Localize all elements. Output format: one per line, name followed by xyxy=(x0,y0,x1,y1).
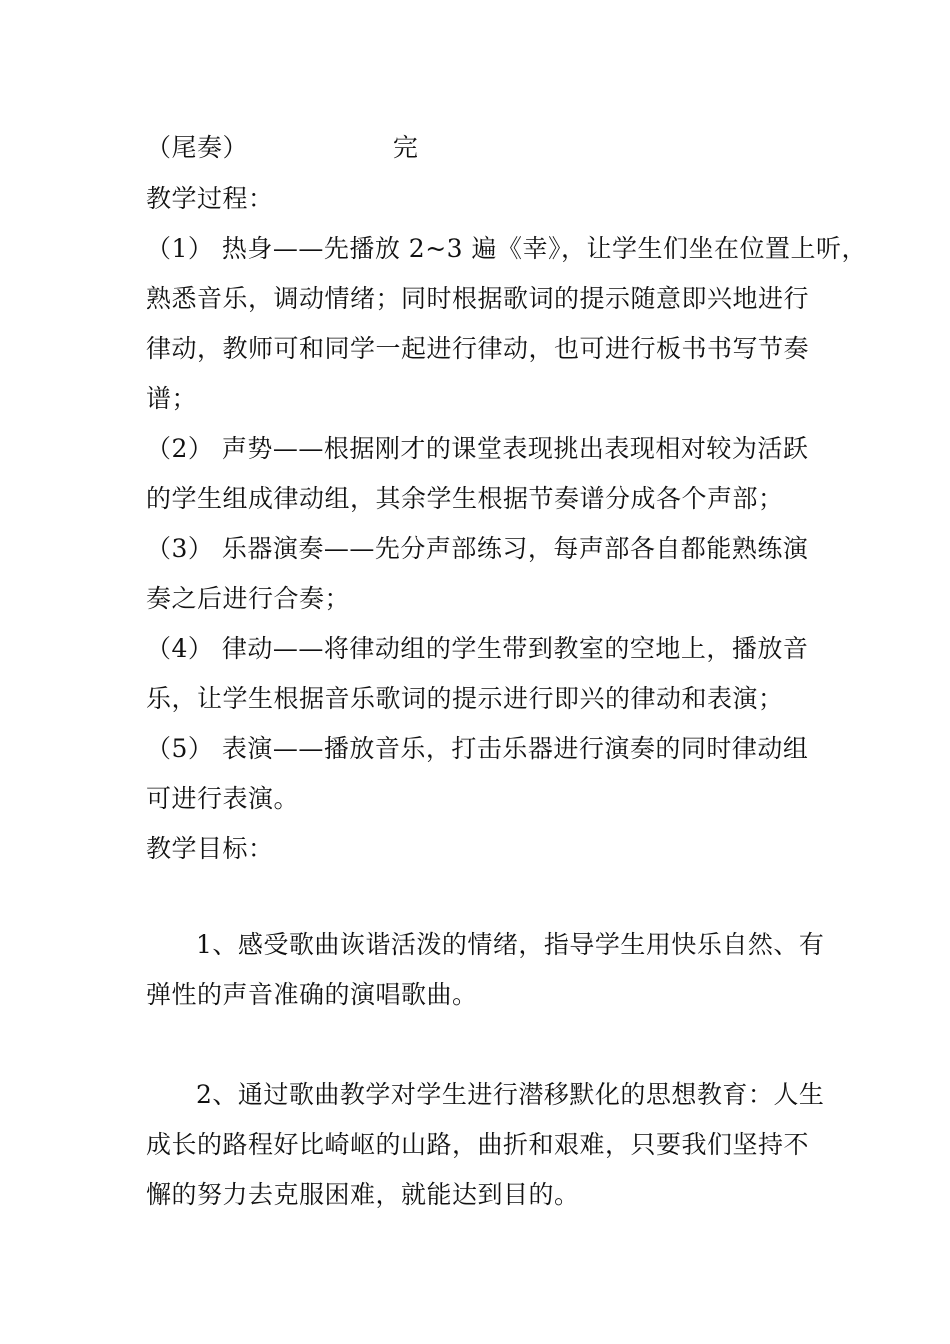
process-line: （3） 乐器演奏——先分声部练习，每声部各自都能熟练演 xyxy=(146,534,809,563)
process-line: （5） 表演——播放音乐，打击乐器进行演奏的同时律动组 xyxy=(146,734,809,763)
process-line: 谱； xyxy=(146,384,198,413)
goal-1-line: 1、感受歌曲诙谐活泼的情绪，指导学生用快乐自然、有 xyxy=(196,930,825,959)
goal-2-line: 2、通过歌曲教学对学生进行潜移默化的思想教育：人生 xyxy=(196,1080,825,1109)
goal-2-line: 成长的路程好比崎岖的山路，曲折和艰难，只要我们坚持不 xyxy=(146,1130,810,1159)
process-heading: 教学过程： xyxy=(146,184,274,213)
outro-label: （尾奏） xyxy=(146,133,249,162)
process-line: 乐，让学生根据音乐歌词的提示进行即兴的律动和表演； xyxy=(146,684,784,713)
outro-end: 完 xyxy=(392,133,419,162)
goal-1-line: 弹性的声音准确的演唱歌曲。 xyxy=(146,980,478,1009)
goal-2-line: 懈的努力去克服困难，就能达到目的。 xyxy=(146,1180,580,1209)
process-line: （4） 律动——将律动组的学生带到教室的空地上，播放音 xyxy=(146,634,809,663)
process-line: 熟悉音乐，调动情绪；同时根据歌词的提示随意即兴地进行 xyxy=(146,284,810,313)
process-line: （1） 热身——先播放 2~3 遍《幸》，让学生们坐在位置上听， xyxy=(146,234,868,263)
process-line: 律动，教师可和同学一起进行律动，也可进行板书书写节奏 xyxy=(146,334,810,363)
outro-line xyxy=(146,133,816,163)
process-line: 的学生组成律动组，其余学生根据节奏谱分成各个声部； xyxy=(146,484,784,513)
process-line: （2） 声势——根据刚才的课堂表现挑出表现相对较为活跃 xyxy=(146,434,809,463)
process-line: 奏之后进行合奏； xyxy=(146,584,351,613)
process-line: 可进行表演。 xyxy=(146,784,300,813)
goals-heading: 教学目标： xyxy=(146,834,274,863)
